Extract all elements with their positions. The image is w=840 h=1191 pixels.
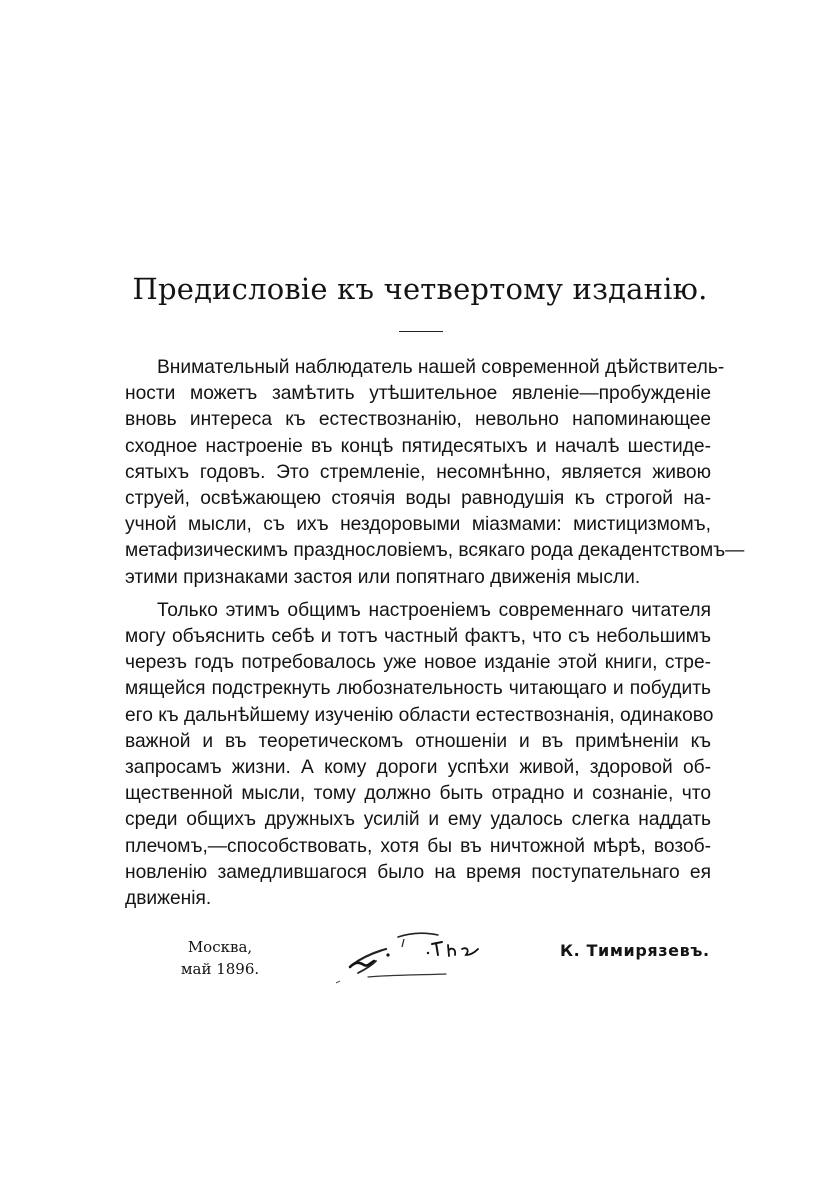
text-line: вновь интереса къ естествознанію, невольно напоминающее bbox=[125, 409, 711, 431]
text-line: могу объяснить себѣ и тотъ частный фактъ, что съ небольшимъ bbox=[125, 626, 711, 648]
text-line: Только этимъ общимъ настроеніемъ современнаго читателя bbox=[157, 599, 711, 621]
text-line: запросамъ жизни. А кому дороги успѣхи живой, здоровой об- bbox=[125, 757, 711, 779]
place-and-date bbox=[175, 936, 265, 980]
text-line: мящейся подстрекнуть любознательность читающаго и побудить bbox=[125, 678, 711, 700]
paragraph-2 bbox=[125, 598, 714, 912]
page-title: Предисловіе къ четвертому изданію. bbox=[132, 272, 708, 306]
text-line: ности можетъ замѣтить утѣшительное явленіе—пробужденіе bbox=[125, 383, 711, 405]
text-line: его къ дальнѣйшему изученію области естествознанія, одинаково bbox=[125, 704, 714, 726]
text-line: метафизическимъ празднословіемъ, всякаго рода декадентствомъ— bbox=[125, 540, 745, 562]
title-divider bbox=[399, 331, 443, 332]
text-line: среди общихъ дружныхъ усилій и ему удалось слегка наддать bbox=[125, 809, 711, 831]
place: Москва, bbox=[187, 938, 253, 956]
text-line: сятыхъ годовъ. Это стремленіе, несомнѣнно, является живою bbox=[125, 461, 711, 483]
author-name: К. Тимирязевъ. bbox=[560, 941, 710, 960]
text-line: сходное настроеніе въ концѣ пятидесятыхъ и началѣ шестиде- bbox=[125, 435, 711, 457]
text-line: этими признаками застоя или попятнаго движенія мысли. bbox=[125, 566, 641, 588]
text-line: Внимательный наблюдатель нашей современной дѣйствитель- bbox=[157, 357, 725, 378]
text-line: новленію замедлившагося было на время поступательнаго ея bbox=[125, 861, 711, 883]
text-line: струей, освѣжающею стоячія воды равнодушія къ строгой на- bbox=[125, 488, 711, 510]
text-line: щественной мысли, тому должно быть отрадно и сознаніе, что bbox=[125, 783, 711, 805]
handwritten-signature bbox=[328, 925, 508, 989]
text-line: черезъ годъ потребовалось уже новое изданіе этой книги, стре- bbox=[125, 652, 711, 674]
text-line: движенія. bbox=[125, 888, 212, 910]
preface-body bbox=[125, 355, 745, 912]
paragraph-1 bbox=[125, 355, 745, 591]
text-line: плечомъ,—способствовать, хотя бы въ ничтожной мѣрѣ, возоб- bbox=[125, 835, 711, 857]
text-line: важной и въ теоретическомъ отношеніи и въ примѣненіи къ bbox=[125, 730, 711, 752]
text-line: учной мысли, съ ихъ нездоровыми міазмами: мистицизмомъ, bbox=[125, 514, 711, 536]
date: май 1896. bbox=[180, 960, 260, 978]
